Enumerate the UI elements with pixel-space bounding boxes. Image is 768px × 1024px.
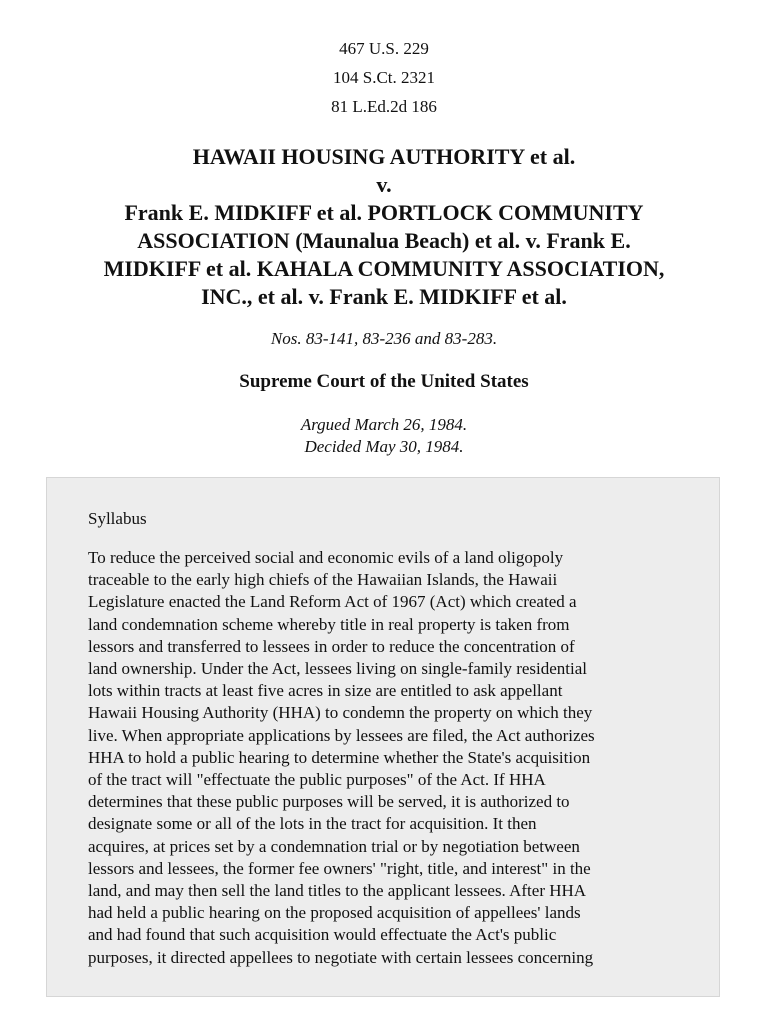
syllabus-line: acquires, at prices set by a condemnation trial or by negotiation between <box>88 836 580 856</box>
case-title-line: ASSOCIATION (Maunalua Beach) et al. v. Frank E. <box>137 228 631 253</box>
syllabus-line: lessors and lessees, the former fee owners' "right, title, and interest" in the <box>88 858 591 878</box>
syllabus-line: had held a public hearing on the proposed acquisition of appellees' lands <box>88 903 581 923</box>
syllabus-heading: Syllabus <box>88 509 147 528</box>
syllabus-line: HHA to hold a public hearing to determine whether the State's acquisition <box>88 747 591 767</box>
syllabus-line: land, and may then sell the land titles to the applicant lessees. After HHA <box>88 881 587 901</box>
case-title-line: MIDKIFF et al. KAHALA COMMUNITY ASSOCIATION, <box>103 256 665 281</box>
syllabus-line: Legislature enacted the Land Reform Act of 1967 (Act) which created a <box>88 592 577 612</box>
syllabus-line: land ownership. Under the Act, lessees living on single-family residential <box>88 659 588 679</box>
case-title-line: Frank E. MIDKIFF et al. PORTLOCK COMMUNITY <box>124 200 644 225</box>
court-name: Supreme Court of the United States <box>239 371 529 392</box>
syllabus-line: lessors and transferred to lessees in order to reduce the concentration of <box>88 636 575 656</box>
us-reports-citation: 467 U.S. 229 <box>339 39 429 58</box>
syllabus-line: of the tract will "effectuate the public purposes" of the Act. If HHA <box>88 770 546 790</box>
syllabus-line: lots within tracts at least five acres in size are entitled to ask appellant <box>88 681 563 701</box>
argued-date: Argued March 26, 1984. <box>300 415 468 434</box>
syllabus-line: Hawaii Housing Authority (HHA) to condemn the property on which they <box>88 703 593 723</box>
lawyers-edition-citation: 81 L.Ed.2d 186 <box>331 97 437 116</box>
case-title-line: v. <box>376 172 392 197</box>
syllabus-line: purposes, it directed appellees to negotiate with certain lessees concerning <box>88 947 594 967</box>
citation-block <box>0 34 768 121</box>
syllabus-line: land condemnation scheme whereby title in real property is taken from <box>88 614 570 634</box>
syllabus-line: determines that these public purposes will be served, it is authorized to <box>88 792 570 812</box>
case-title <box>40 143 728 311</box>
syllabus-line: live. When appropriate applications by lessees are filed, the Act authorizes <box>88 725 595 745</box>
docket-numbers: Nos. 83-141, 83-236 and 83-283. <box>270 329 498 348</box>
syllabus-panel <box>46 477 720 997</box>
syllabus-line: traceable to the early high chiefs of the Hawaiian Islands, the Hawaii <box>88 570 558 590</box>
decision-dates <box>0 414 768 458</box>
syllabus-line: and had found that such acquisition would effectuate the Act's public <box>88 925 557 945</box>
case-title-line: INC., et al. v. Frank E. MIDKIFF et al. <box>201 284 567 309</box>
syllabus-line: To reduce the perceived social and economic evils of a land oligopoly <box>88 548 564 567</box>
case-title-line: HAWAII HOUSING AUTHORITY et al. <box>192 144 576 169</box>
syllabus-text <box>88 547 688 969</box>
decided-date: Decided May 30, 1984. <box>304 437 464 456</box>
supreme-court-reporter-citation: 104 S.Ct. 2321 <box>332 68 436 87</box>
syllabus-line: designate some or all of the lots in the tract for acquisition. It then <box>88 814 537 834</box>
